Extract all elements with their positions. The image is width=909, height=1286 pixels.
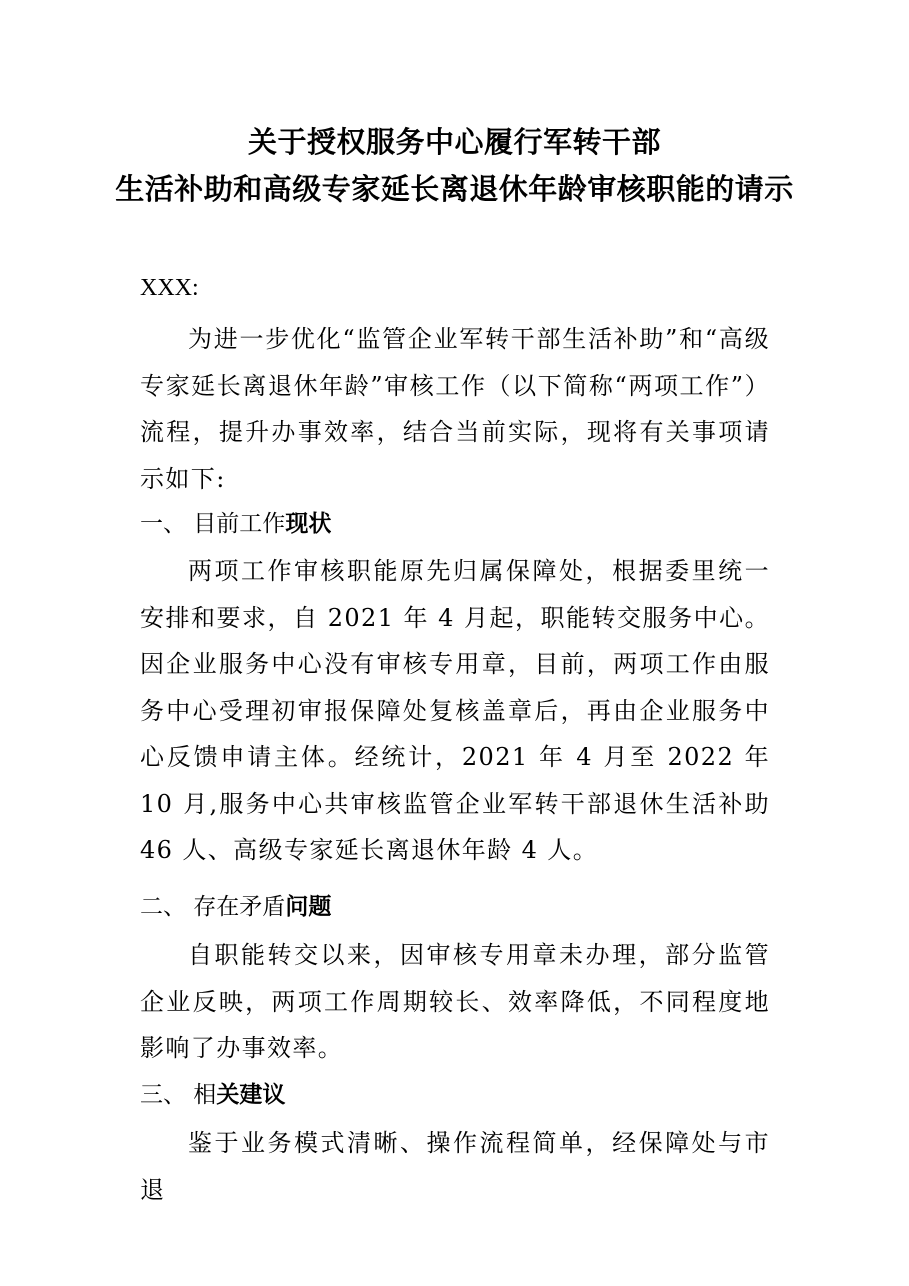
document-title-line-1: 关于授权服务中心履行军转干部 — [247, 125, 661, 159]
section-heading-1-suffix: 现状 — [285, 511, 332, 537]
section-heading-2 — [140, 890, 331, 924]
paragraph-problems: 自职能转交以来，因审核专用章未办理，部分监管企业反映，两项工作周期较长、效率降低，不同程度地影响了办事效率。 — [140, 941, 770, 1062]
paragraph-intro: 为进一步优化“监管企业军转干部生活补助”和“高级专家延长离退休年龄”审核工作（以下简称“两项工作”）流程，提升办事效率，结合当前实际，现将有关事项请示如下: — [140, 325, 770, 493]
paragraph-current-status: 两项工作审核职能原先归属保障处，根据委里统一安排和要求，自 2021 年 4 月起，职能转交服务中心。因企业服务中心没有审核专用章，目前，两项工作由服务中心受理初审报保障处复核盖章后，再由企业服务中心反馈申请主体。经统计，2021 年 4 月至 2022 年 10 月,服务中心共审核监管企业军转干部退休生活补助 46 人、高级专家延长离退休年龄 4 人。 — [140, 557, 770, 864]
salutation: XXX: — [140, 275, 199, 301]
section-heading-3 — [140, 1078, 285, 1112]
section-heading-1-prefix: 一、 目前工作 — [140, 511, 286, 537]
section-heading-2-prefix: 二、 存在矛盾 — [140, 894, 286, 920]
section-heading-2-suffix: 问题 — [285, 894, 332, 920]
section-heading-3-prefix: 三、 相 — [140, 1082, 217, 1108]
document-title-line-2: 生活补助和高级专家延长离退休年龄审核职能的请示 — [115, 172, 794, 206]
section-heading-1 — [140, 507, 331, 541]
section-heading-3-suffix: 关建议 — [216, 1082, 286, 1108]
paragraph-suggestions: 鉴于业务模式清晰、操作流程简单，经保障处与市退 — [140, 1129, 770, 1204]
